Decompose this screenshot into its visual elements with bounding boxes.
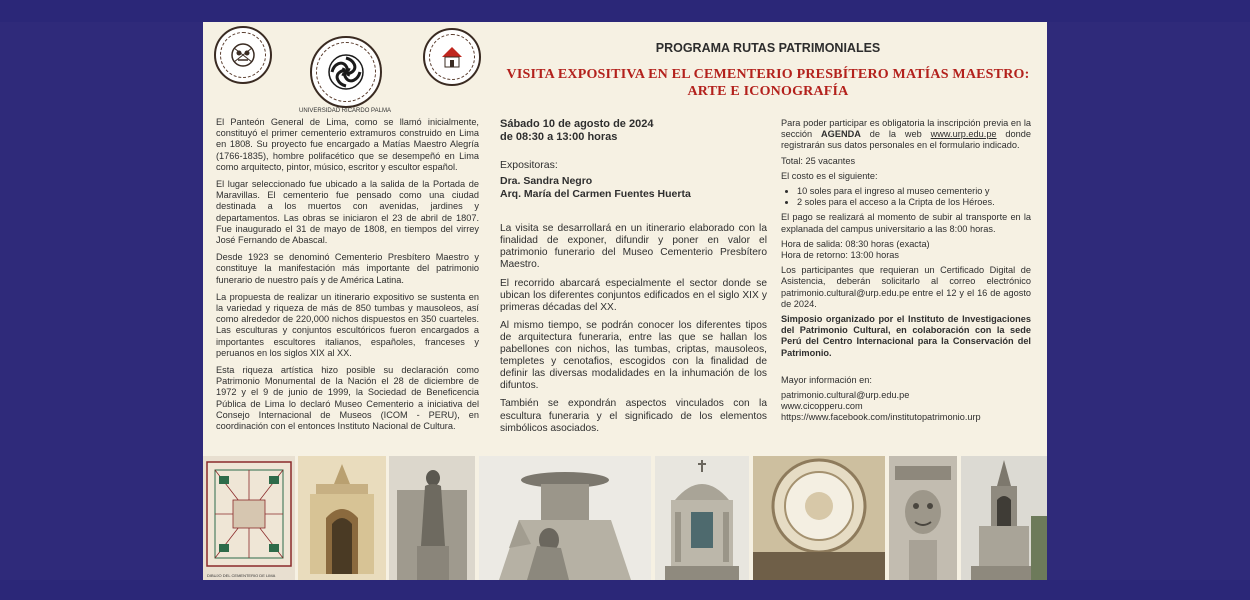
- event-date: [500, 118, 767, 144]
- info-label: Mayor información en:: [781, 374, 872, 385]
- registration-column: [781, 118, 1031, 424]
- angel-tomb-photo: [479, 456, 651, 580]
- cost-list: [781, 186, 1031, 208]
- urp-website-link[interactable]: www.urp.edu.pe: [930, 129, 997, 140]
- description-paragraph: También se expondrán aspectos vinculados con la escultura funeraria y el significado de los elementos simbólicos asociados.: [500, 398, 767, 434]
- cemetery-drawing-photo: [203, 456, 295, 580]
- event-title: [488, 66, 1047, 100]
- cost-item: • 2 soles para el acceso a la Cripta de los Héroes.: [797, 197, 1031, 208]
- statue-photo: [389, 456, 475, 580]
- departure-time: Hora de salida: 08:30 horas (exacta): [781, 238, 930, 249]
- gothic-monument-photo: [961, 456, 1047, 580]
- history-paragraph: Desde 1923 se denominó Cementerio Presbítero Maestro y constituye la manifestación más importante del patrimonio funerario de nuestro país y de América Latina.: [216, 252, 479, 285]
- payment-text: El pago se realizará al momento de subir al transporte en la explanada del campus universitario a las 8:00 horas.: [781, 212, 1031, 234]
- history-paragraph: La propuesta de realizar un itinerario expositivo se sustenta en la variedad y riqueza de más de 850 tumbas y mausoleos, así como alrededor de 220,000 nichos dispuestos en 350 cuarteles. Las esculturas y conjuntos escultóricos fueron encargados a importantes escultores italianos, españoles, franceses y peruanos en los siglos XIX al XX.: [216, 291, 479, 358]
- contact-email[interactable]: patrimonio.cultural@urp.edu.pe: [781, 390, 910, 401]
- contact-facebook[interactable]: https://www.facebook.com/institutopatrimonio.urp: [781, 412, 981, 423]
- certificate-text: Los participantes que requieran un Certificado Digital de Asistencia, deberán solicitarlo al correo electrónico patrimonio.cultural@urp.edu.pe entre el 12 y el 16 de agosto de 2024.: [781, 265, 1031, 309]
- registration-text: Para poder participar es obligatoria la inscripción previa en la sección AGENDA de la web www.urp.edu.pe donde registrarán sus datos personales en el formulario indicado.: [781, 118, 1031, 151]
- photo-strip: [203, 456, 1047, 580]
- program-title: PROGRAMA RUTAS PATRIMONIALES: [655, 41, 881, 55]
- mausoleum-photo: [655, 456, 749, 580]
- university-name: UNIVERSIDAD RICARDO PALMA: [299, 108, 391, 114]
- vacancies-text: Total: 25 vacantes: [781, 155, 856, 166]
- speakers-label: Expositoras:: [500, 159, 558, 171]
- history-paragraph: El lugar seleccionado fue ubicado a la salida de la Portada de Maravillas. El cementerio fue pensado como una ciudad destinada a los muertos con avenidas, jardines y departamentos. Las obras se iniciaron el 23 de abril de 1807. Fue inaugurado el 31 de mayo de 1808, en tiempos del virrey José Fernando de Abascal.: [216, 179, 479, 246]
- history-column: [216, 117, 479, 438]
- event-date-line2: de 08:30 a 13:00 horas: [500, 131, 618, 143]
- cost-label: El costo es el siguiente:: [781, 170, 878, 181]
- agenda-label: AGENDA: [821, 129, 861, 140]
- crypt-dome-photo: [753, 456, 885, 580]
- contact-website[interactable]: www.cicopperu.com: [781, 401, 863, 412]
- description-paragraph: La visita se desarrollará en un itinerario elaborado con la finalidad de exponer, difundir y poner en valor el patrimonio funerario del Museo Cementerio Presbítero Maestro.: [500, 223, 767, 271]
- top-band: [0, 0, 1250, 22]
- cost-item: • 10 soles para el ingreso al museo cementerio y: [797, 186, 1031, 197]
- event-title-line1: VISITA EXPOSITIVA EN EL CEMENTERIO PRESBÍTERO MATÍAS MAESTRO:: [506, 67, 1030, 82]
- cicop-logo: [423, 28, 481, 86]
- university-logo: [310, 36, 382, 108]
- carved-face-photo: [889, 456, 957, 580]
- event-column: [500, 118, 767, 441]
- description-paragraph: El recorrido abarcará especialmente el sector donde se ubican los diferentes conjuntos edificados en el siglo XIX y primeras décadas del XX.: [500, 277, 767, 313]
- description-paragraph: Al mismo tiempo, se podrán conocer los diferentes tipos de arquitectura funeraria, entre las que se hallan los pabellones con nichos, las tumbas, criptas, mausoleos, templetes y cenotafios, escogidos con la finalidad de definir las diversas modalidades en la inhumación de los difuntos.: [500, 319, 767, 392]
- bottom-band: [0, 580, 1250, 600]
- history-paragraph: El Panteón General de Lima, como se llamó inicialmente, constituyó el primer cementerio extramuros construido en Lima en 1808. Su proyecto fue encargado a Matías Maestro Alegría (1766-1835), hombre polifacético que se desempeñó en Lima como arquitecto, pintor, músico, escritor y escultor español.: [216, 117, 479, 172]
- event-date-line1: Sábado 10 de agosto de 2024: [500, 118, 654, 130]
- chapel-facade-photo: [298, 456, 386, 580]
- drawing-caption: DIBUJO DEL CEMENTERIO DE LIMA: [207, 573, 276, 578]
- organizer-text: Simposio organizado por el Instituto de Investigaciones del Patrimonio Cultural, en colaboración con la sede Perú del Centro Internacional para la Conservación del Patrimonio.: [781, 314, 1031, 358]
- institute-logo: [214, 26, 272, 84]
- flyer: [203, 22, 1047, 580]
- history-paragraph: Esta riqueza artística hizo posible su declaración como Patrimonio Monumental de la Nación el 28 de diciembre de 1972 y el 9 de junio de 1999, la Sociedad de Beneficencia Pública de Lima lo declaró Museo Cementerio a iniciativa del Consejo Internacional de Museos (ICOM - PERU), en coordinación con el entonces Instituto Nacional de Cultura.: [216, 365, 479, 432]
- return-time: Hora de retorno: 13:00 horas: [781, 250, 899, 261]
- speaker-name: Dra. Sandra Negro: [500, 175, 593, 188]
- speaker-name: Arq. María del Carmen Fuentes Huerta: [500, 188, 691, 201]
- event-title-line2: ARTE E ICONOGRAFÍA: [687, 84, 849, 99]
